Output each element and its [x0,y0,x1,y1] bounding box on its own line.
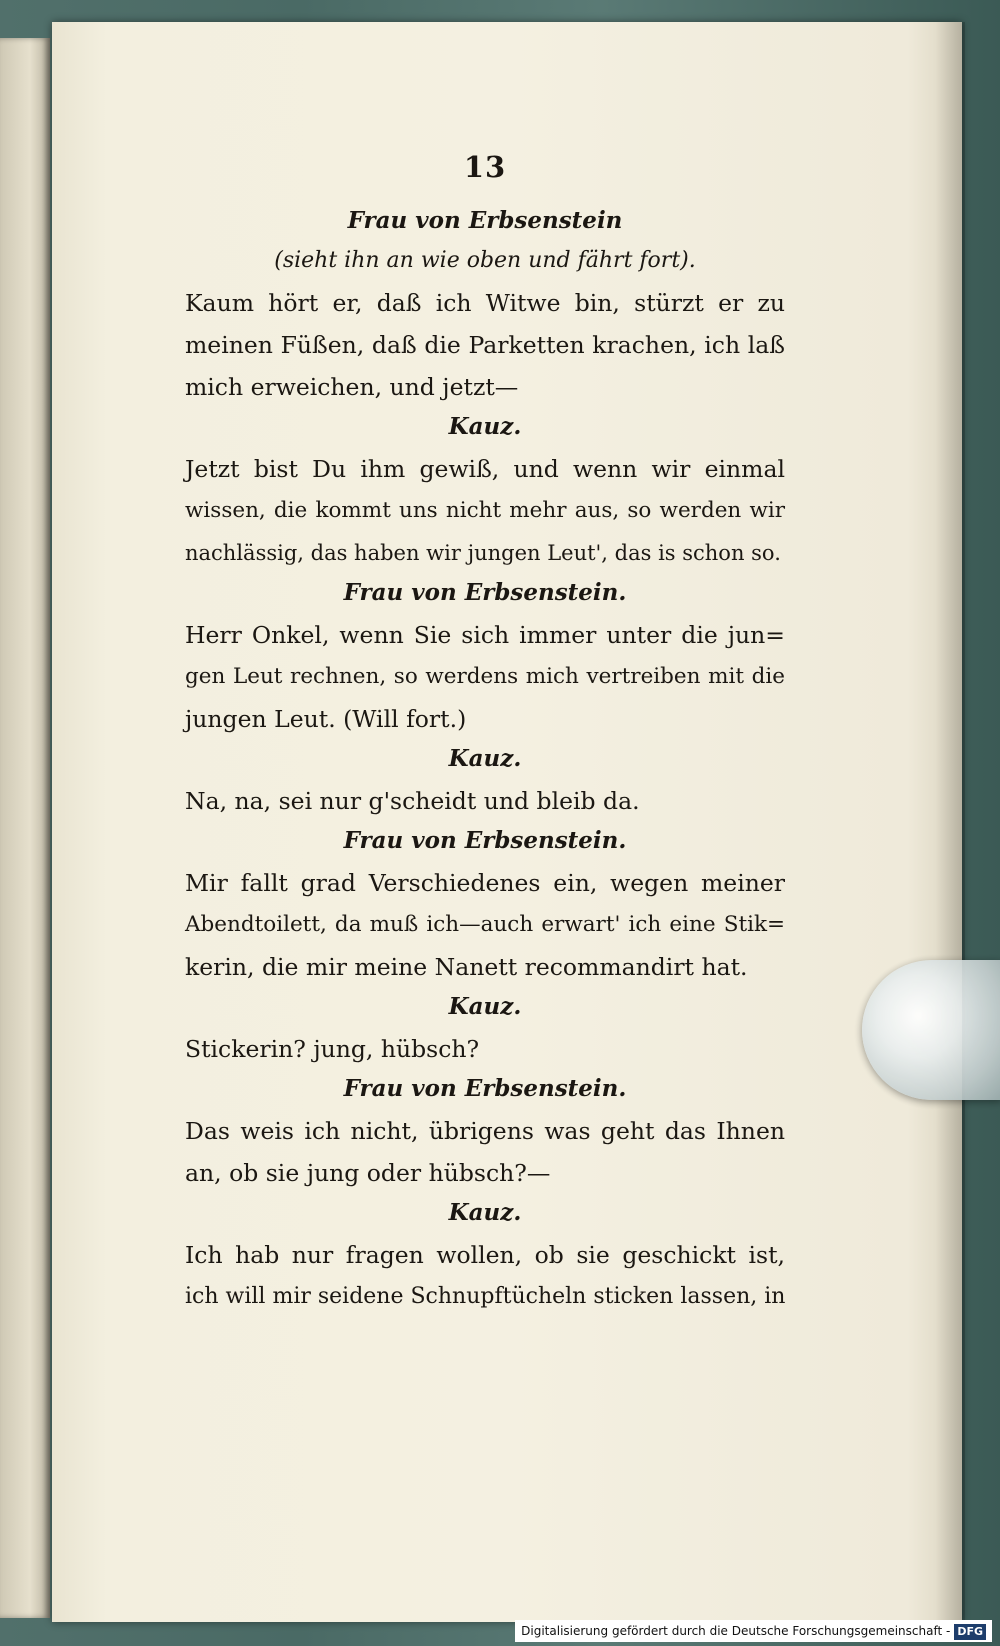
speech [185,282,785,408]
speech-line: nachlässig, das haben wir jungen Leut', das is schon so. [185,541,781,565]
speech [185,780,785,822]
page-text [185,150,785,1318]
speech-line: Jetzt bist Du ihm gewiß, und wenn wir einmal [185,455,785,483]
speech-line: Na, na, sei nur g'scheidt und bleib da. [185,787,640,815]
speech-line: jungen Leut. (Will fort.) [185,705,467,733]
speaker-name: Frau von Erbsenstein. [343,579,627,606]
speech-line: Ich hab nur fragen wollen, ob sie geschickt ist, [185,1241,785,1269]
speech-line: Mir fallt grad Verschiedenes ein, wegen meiner [185,869,785,897]
credit-text: Digitalisierung gefördert durch die Deutsche Forschungsgemeinschaft - [521,1624,951,1638]
digitization-credit [515,1620,992,1642]
speech [185,1234,785,1318]
speech [185,614,785,740]
speech-line: meinen Füßen, daß die Parketten krachen, ich laß [185,331,785,359]
dialogue [185,204,785,1318]
speaker-name: Kauz. [448,993,522,1020]
page-number: 13 [463,150,507,184]
speech-line: Abendtoilett, da muß ich—auch erwart' ich eine Stik= [185,912,785,937]
page-clip [862,960,1000,1100]
speech-line: kerin, die mir meine Nanett recommandirt hat. [185,953,748,981]
page-edge-shadow [935,22,965,1622]
speech-line: an, ob sie jung oder hübsch?— [185,1159,551,1187]
speech-line: gen Leut rechnen, so werdens mich vertreiben mit die [185,664,785,689]
speaker-name: Frau von Erbsenstein [347,207,623,234]
speaker-name: Frau von Erbsenstein. [343,1075,627,1102]
speech [185,862,785,988]
dfg-logo: DFG [954,1624,986,1640]
stage-direction: (sieht ihn an wie oben und fährt fort). [274,248,696,273]
speech-line: Herr Onkel, wenn Sie sich immer unter die jun= [185,621,785,649]
speech-line: Kaum hört er, daß ich Witwe bin, stürzt er zu [185,289,785,317]
speech [185,448,785,574]
speech [185,1028,785,1070]
left-page-edge [0,38,50,1618]
speaker-name: Kauz. [448,413,522,440]
speech-line: ich will mir seidene Schnupftücheln sticken lassen, in [185,1284,786,1309]
speech [185,1110,785,1194]
speech-line: Stickerin? jung, hübsch? [185,1035,480,1063]
speech-line: Das weis ich nicht, übrigens was geht das Ihnen [185,1117,785,1145]
speech-line: wissen, die kommt uns nicht mehr aus, so werden wir [185,498,785,523]
speaker-name: Kauz. [448,745,522,772]
speaker-name: Frau von Erbsenstein. [343,827,627,854]
speech-line: mich erweichen, und jetzt— [185,373,519,401]
speaker-name: Kauz. [448,1199,522,1226]
